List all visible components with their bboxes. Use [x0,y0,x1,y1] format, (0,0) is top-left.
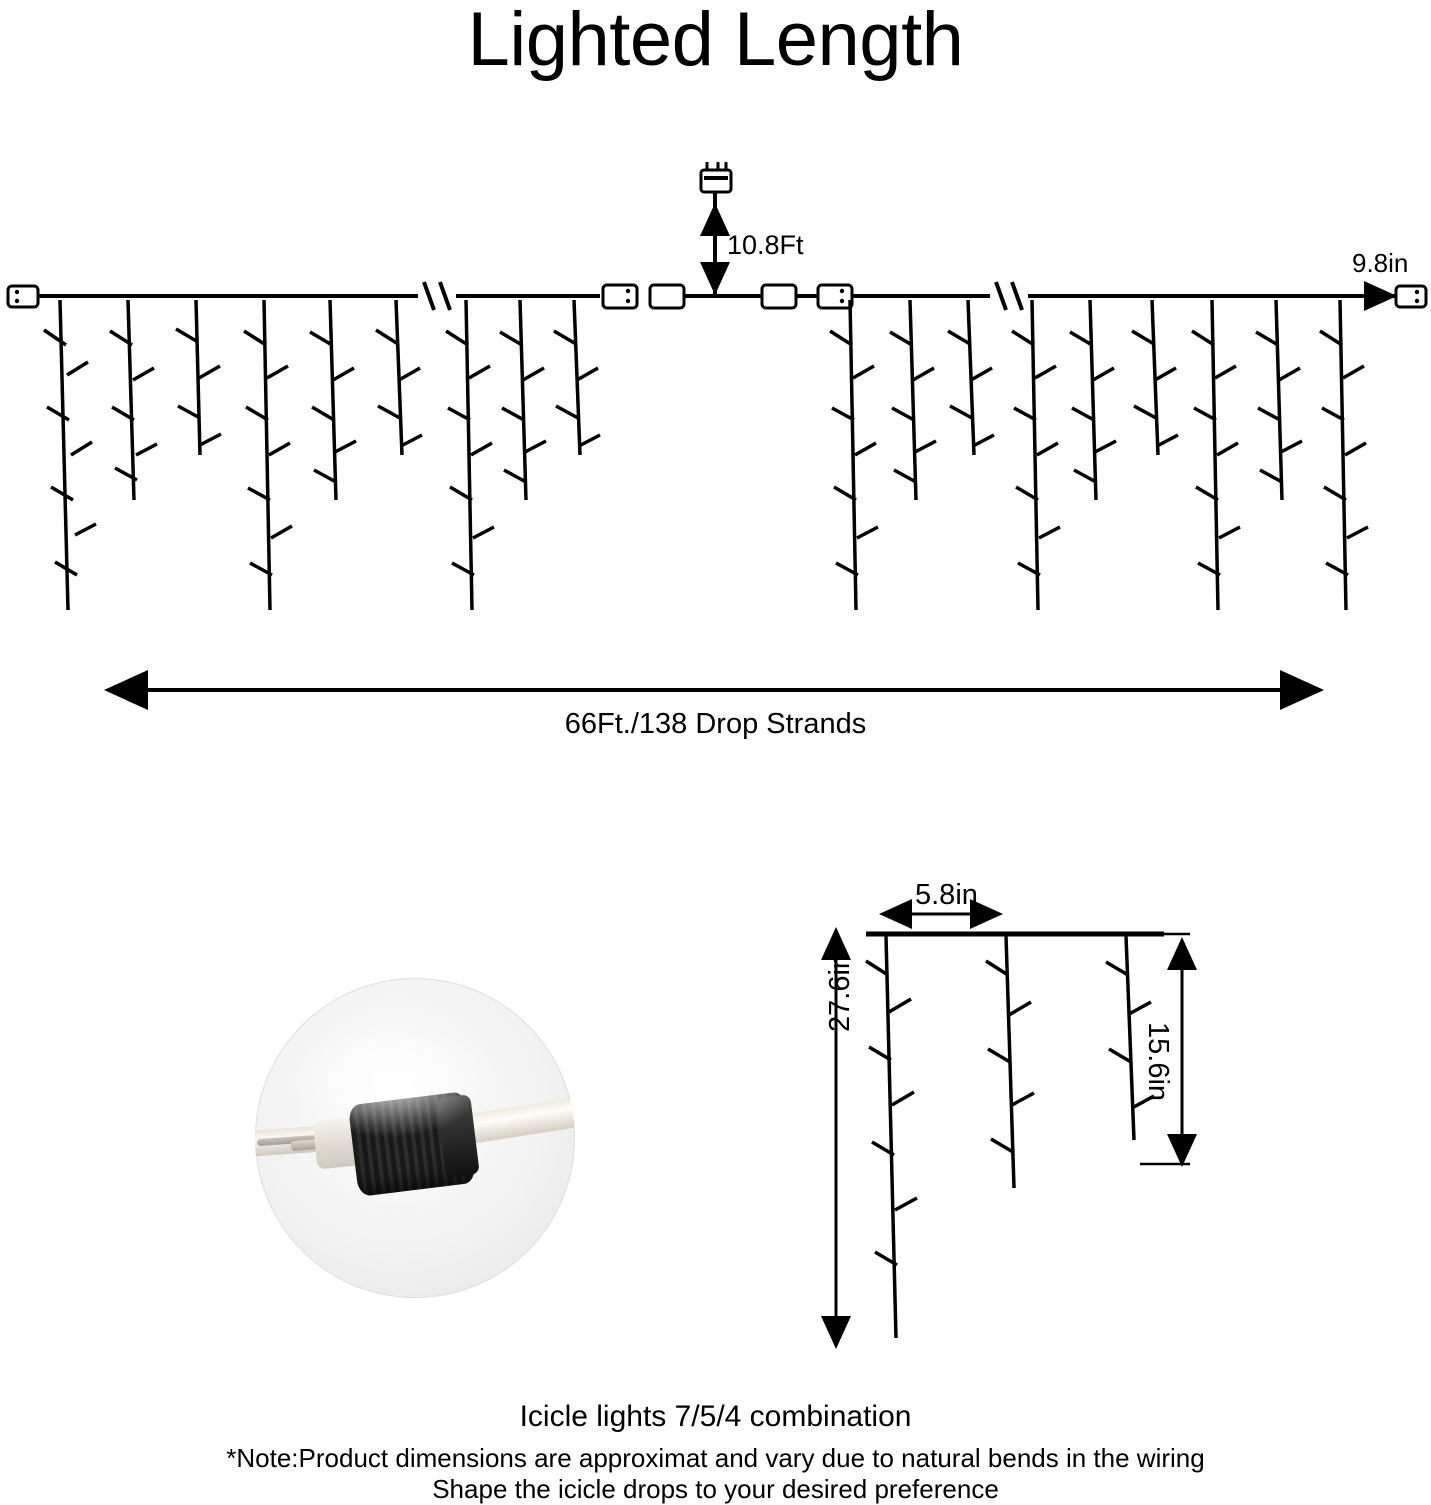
photo-cable-right [458,1097,575,1145]
detail-diagram [836,914,1190,1346]
drop-strands [44,300,1368,610]
label-long-drop: 27.6in [824,952,856,1032]
label-drop-height: 10.8Ft [727,230,804,260]
page-title: Lighted Length [467,0,964,82]
label-spacing: 5.8in [915,879,978,911]
connector-end-right [1396,286,1426,307]
connector-male-left [8,286,38,307]
label-end-gap: 9.8in [1352,248,1409,278]
detail-drop-long [866,936,917,1338]
label-total-length: 66Ft./138 Drop Strands [564,708,867,740]
connector-photo [255,978,575,1298]
detail-drop-mid [986,936,1034,1188]
note-line-1: *Note:Product dimensions are approximat and vary due to natural bends in the wiring [226,1443,1205,1473]
connector-inline-1 [603,285,684,308]
label-short-drop: 15.6in [1142,1022,1174,1102]
note-line-2: Shape the icicle drops to your desired preference [432,1474,999,1504]
label-combination: Icicle lights 7/5/4 combination [519,1400,912,1433]
